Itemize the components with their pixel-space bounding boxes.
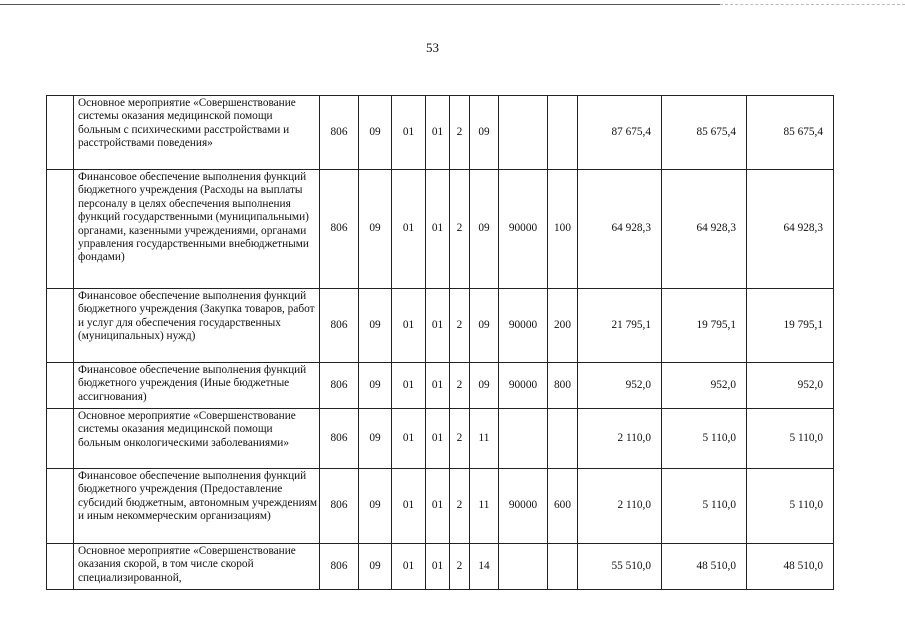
program-code-cell: 01	[426, 289, 450, 363]
direction-code-cell	[499, 544, 548, 590]
blank-cell	[47, 96, 74, 170]
row-name-cell: Финансовое обеспечение выполнения функций бюджетного учреждения (Предоставление субсидий бюджетным, автономным учреждениям и иным некоммерческим организациям)	[74, 469, 320, 544]
section-cell: 09	[359, 96, 392, 170]
grbs-cell: 806	[320, 363, 359, 409]
amount-year1-cell: 21 795,1	[578, 289, 662, 363]
direction-code-cell: 90000	[499, 469, 548, 544]
event-code-cell: 09	[470, 363, 499, 409]
row-name-cell: Финансовое обеспечение выполнения функций бюджетного учреждения (Расходы на выплаты персоналу в целях обеспечения выполнения функций государственными (муниципальными) органами, казенными учреждениями, органами управления государственными внебюджетными фондами)	[74, 170, 320, 289]
amount-year3-cell: 48 510,0	[747, 544, 834, 590]
amount-year2-cell: 85 675,4	[662, 96, 747, 170]
subsection-cell: 01	[392, 363, 426, 409]
amount-year1-cell: 55 510,0	[578, 544, 662, 590]
amount-year3-cell: 5 110,0	[747, 409, 834, 469]
top-scan-rule-faint	[720, 4, 905, 5]
amount-year2-cell: 19 795,1	[662, 289, 747, 363]
direction-code-cell: 90000	[499, 170, 548, 289]
program-code-cell: 01	[426, 469, 450, 544]
amount-year3-cell: 5 110,0	[747, 469, 834, 544]
event-code-cell: 11	[470, 409, 499, 469]
direction-code-cell	[499, 409, 548, 469]
amount-year2-cell: 5 110,0	[662, 469, 747, 544]
amount-year2-cell: 48 510,0	[662, 544, 747, 590]
event-code-cell: 09	[470, 289, 499, 363]
table-row	[47, 289, 834, 363]
program-code-cell: 01	[426, 409, 450, 469]
subprogram-code-cell: 2	[450, 409, 470, 469]
table-row	[47, 409, 834, 469]
subsection-cell: 01	[392, 409, 426, 469]
direction-code-cell	[499, 96, 548, 170]
subsection-cell: 01	[392, 469, 426, 544]
amount-year1-cell: 87 675,4	[578, 96, 662, 170]
section-cell: 09	[359, 363, 392, 409]
amount-year2-cell: 5 110,0	[662, 409, 747, 469]
row-name-cell: Финансовое обеспечение выполнения функций бюджетного учреждения (Закупка товаров, работ и услуг для обеспечения государственных (муниципальных) нужд)	[74, 289, 320, 363]
program-code-cell: 01	[426, 544, 450, 590]
page-number: 53	[426, 40, 439, 55]
section-cell: 09	[359, 289, 392, 363]
row-name-cell: Основное мероприятие «Совершенствование оказания скорой, в том числе скорой специализированной,	[74, 544, 320, 590]
subsection-cell: 01	[392, 170, 426, 289]
blank-cell	[47, 289, 74, 363]
section-cell: 09	[359, 544, 392, 590]
section-cell: 09	[359, 469, 392, 544]
subprogram-code-cell: 2	[450, 96, 470, 170]
amount-year1-cell: 952,0	[578, 363, 662, 409]
amount-year1-cell: 2 110,0	[578, 469, 662, 544]
subsection-cell: 01	[392, 289, 426, 363]
direction-code-cell: 90000	[499, 289, 548, 363]
event-code-cell: 14	[470, 544, 499, 590]
grbs-cell: 806	[320, 170, 359, 289]
row-name-cell: Финансовое обеспечение выполнения функций бюджетного учреждения (Иные бюджетные ассигнования)	[74, 363, 320, 409]
row-name-cell: Основное мероприятие «Совершенствование системы оказания медицинской помощи больным с психическими расстройствами и расстройствами поведения»	[74, 96, 320, 170]
amount-year2-cell: 952,0	[662, 363, 747, 409]
subprogram-code-cell: 2	[450, 170, 470, 289]
expense-type-cell	[548, 544, 578, 590]
grbs-cell: 806	[320, 544, 359, 590]
amount-year3-cell: 952,0	[747, 363, 834, 409]
expense-type-cell: 200	[548, 289, 578, 363]
top-scan-rule	[0, 4, 720, 5]
table-row	[47, 363, 834, 409]
subprogram-code-cell: 2	[450, 469, 470, 544]
expense-type-cell	[548, 96, 578, 170]
section-cell: 09	[359, 409, 392, 469]
event-code-cell: 11	[470, 469, 499, 544]
grbs-cell: 806	[320, 96, 359, 170]
expense-type-cell: 800	[548, 363, 578, 409]
direction-code-cell: 90000	[499, 363, 548, 409]
subprogram-code-cell: 2	[450, 363, 470, 409]
event-code-cell: 09	[470, 96, 499, 170]
grbs-cell: 806	[320, 289, 359, 363]
amount-year3-cell: 64 928,3	[747, 170, 834, 289]
table-row	[47, 170, 834, 289]
row-name-cell: Основное мероприятие «Совершенствование системы оказания медицинской помощи больным онкологическими заболеваниями»	[74, 409, 320, 469]
blank-cell	[47, 170, 74, 289]
subprogram-code-cell: 2	[450, 289, 470, 363]
table-row	[47, 544, 834, 590]
program-code-cell: 01	[426, 363, 450, 409]
blank-cell	[47, 409, 74, 469]
amount-year2-cell: 64 928,3	[662, 170, 747, 289]
amount-year1-cell: 64 928,3	[578, 170, 662, 289]
table-row	[47, 96, 834, 170]
section-cell: 09	[359, 170, 392, 289]
grbs-cell: 806	[320, 409, 359, 469]
table-row	[47, 469, 834, 544]
budget-table	[46, 95, 834, 590]
program-code-cell: 01	[426, 170, 450, 289]
expense-type-cell	[548, 409, 578, 469]
grbs-cell: 806	[320, 469, 359, 544]
amount-year3-cell: 85 675,4	[747, 96, 834, 170]
subprogram-code-cell: 2	[450, 544, 470, 590]
blank-cell	[47, 544, 74, 590]
subsection-cell: 01	[392, 96, 426, 170]
event-code-cell: 09	[470, 170, 499, 289]
blank-cell	[47, 469, 74, 544]
blank-cell	[47, 363, 74, 409]
subsection-cell: 01	[392, 544, 426, 590]
program-code-cell: 01	[426, 96, 450, 170]
amount-year1-cell: 2 110,0	[578, 409, 662, 469]
expense-type-cell: 100	[548, 170, 578, 289]
amount-year3-cell: 19 795,1	[747, 289, 834, 363]
expense-type-cell: 600	[548, 469, 578, 544]
